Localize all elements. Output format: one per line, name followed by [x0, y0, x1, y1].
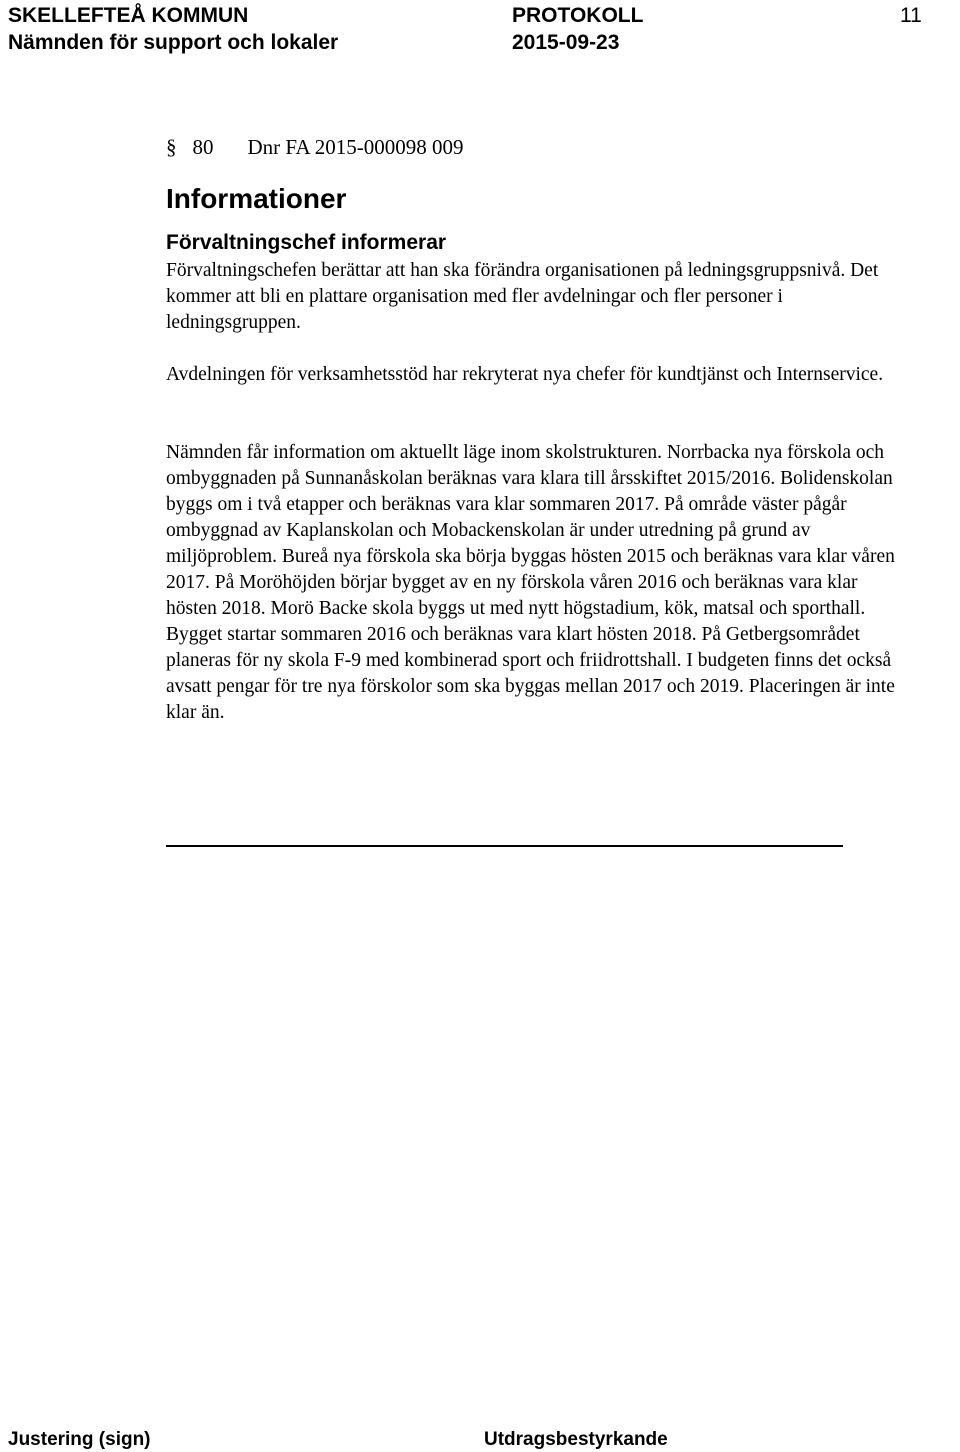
paragraph: Avdelningen för verksamhetsstöd har rekryterat nya chefer för kundtjänst och Internservice. — [166, 364, 884, 385]
organization-name: SKELLEFTEÅ KOMMUN — [8, 4, 249, 27]
paragraph: Nämnden får information om aktuellt läge inom skolstrukturen. Norrbacka nya förskola och ombyggnaden på Sunnanåskolan beräknas vara klara till årsskiftet 2015/2016. Bolidenskolan byggs om i två etapper och beräknas vara klar sommaren 2017. På område väster pågår ombyggnad av Kaplanskolan och Mobackenskolan är under utredning på grund av miljöproblem. Bureå nya förskola ska börja byggas hösten 2015 och beräknas vara klar våren 2017. På Moröhöjden börjar bygget av en ny förskola våren 2016 och beräknas vara klar hösten 2018. Morö Backe skola byggs ut med nytt högstadium, kök, matsal och sporthall. Bygget startar sommaren 2016 och beräknas vara klart hösten 2018. På Getbergsområdet planeras för ny skola F-9 med kombinerad sport och friidrottshall. I budgeten finns det också avsatt pengar för tre nya förskolor som ska byggas mellan 2017 och 2019. Placeringen är inte klar än. — [166, 442, 895, 723]
section-heading — [166, 133, 464, 161]
section-symbol: § — [166, 135, 177, 159]
subtitle: Förvaltningschef informerar — [166, 231, 447, 254]
meeting-date: 2015-09-23 — [512, 31, 620, 54]
case-reference: Dnr FA 2015-000098 009 — [247, 135, 464, 159]
committee-name: Nämnden för support och lokaler — [8, 31, 339, 54]
utdragsbestyrkande-label: Utdragsbestyrkande — [484, 1429, 668, 1450]
page-title: Informationer — [166, 183, 347, 214]
paragraph: Förvaltningschefen berättar att han ska förändra organisationen på ledningsgruppsnivå. Det kommer att bli en plattare organisation med fler avdelningar och fler personer i ledningsgruppen. — [166, 260, 879, 333]
justering-label: Justering (sign) — [8, 1429, 151, 1450]
page-number: 11 — [900, 4, 922, 27]
section-number: 80 — [192, 135, 214, 159]
document-type: PROTOKOLL — [512, 4, 644, 27]
signature-line — [166, 845, 843, 847]
